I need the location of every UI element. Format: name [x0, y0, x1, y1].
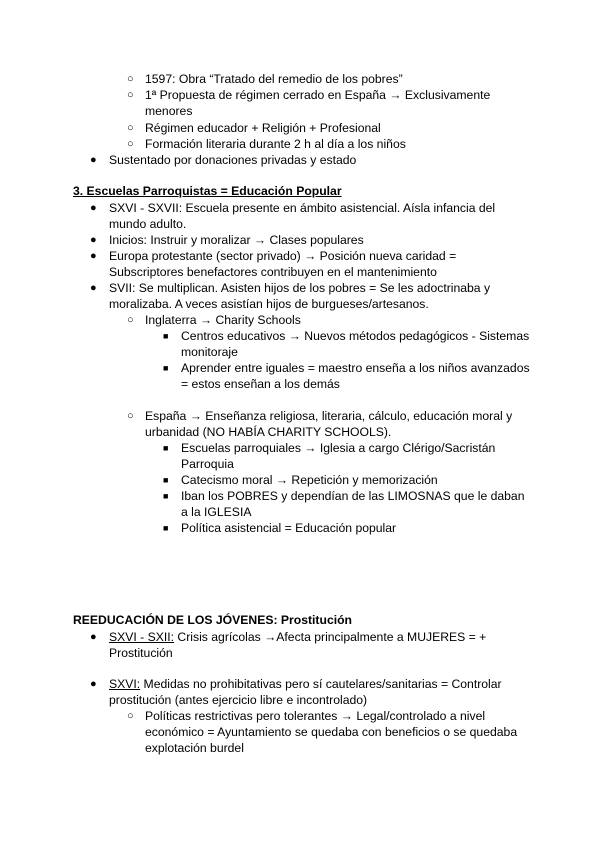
list-item-continuation: monitoraje — [181, 345, 238, 359]
list-item-continuation: urbanidad (NO HABÍA CHARITY SCHOOLS). — [145, 425, 392, 439]
list-item-continuation: Subscriptores benefactores contribuyen en el mantenimiento — [109, 265, 437, 279]
circle-bullet-icon: ○ — [127, 122, 134, 134]
disc-bullet-icon: ● — [90, 234, 97, 246]
list-item-continuation: moralizaba. A veces asistían hijos de burgueses/artesanos. — [109, 297, 429, 311]
list-item — [109, 676, 502, 692]
square-bullet-icon: ■ — [163, 491, 169, 501]
list-item: España → Enseñanza religiosa, literaria, cálculo, educación moral y — [145, 409, 513, 423]
list-item-continuation: prostitución (antes ejercicio libre e incontrolado) — [109, 693, 368, 707]
square-bullet-icon: ■ — [163, 523, 169, 533]
list-item: Sustentado por donaciones privadas y estado — [109, 153, 357, 167]
list-item: SXVI - SXVII: Escuela presente en ámbito asistencial. Aísla infancia del — [109, 201, 496, 215]
list-item-text: Crisis agrícolas →Afecta principalmente a MUJERES = + — [174, 630, 487, 644]
list-item: Inglaterra → Charity Schools — [145, 313, 301, 327]
disc-bullet-icon: ● — [90, 631, 97, 643]
list-item: Iban los POBRES y dependían de las LIMOSNAS que le daban — [181, 489, 525, 503]
square-bullet-icon: ■ — [163, 331, 169, 341]
list-item-continuation: mundo adulto. — [109, 217, 187, 231]
section-heading: 3. Escuelas Parroquistas = Educación Popular — [73, 184, 342, 198]
list-item: Régimen educador + Religión + Profesional — [145, 121, 381, 135]
list-item: 1597: Obra “Tratado del remedio de los pobres” — [145, 72, 403, 86]
list-item: Inicios: Instruir y moralizar → Clases populares — [109, 233, 364, 247]
circle-bullet-icon: ○ — [127, 314, 134, 326]
list-item: Políticas restrictivas pero tolerantes → Legal/controlado a nivel — [145, 709, 486, 723]
disc-bullet-icon: ● — [90, 202, 97, 214]
period-label: SXVI - SXII: — [109, 630, 175, 644]
list-item-continuation: Prostitución — [109, 646, 173, 660]
list-item: Centros educativos → Nuevos métodos pedagógicos - Sistemas — [181, 329, 530, 343]
list-item-continuation: explotación burdel — [145, 741, 244, 755]
list-item-continuation: Parroquia — [181, 457, 234, 471]
list-item-text: Medidas no prohibitativas pero sí cautelares/sanitarias = Controlar — [140, 677, 502, 691]
circle-bullet-icon: ○ — [127, 138, 134, 150]
square-bullet-icon: ■ — [163, 443, 169, 453]
square-bullet-icon: ■ — [163, 363, 169, 373]
list-item: Formación literaria durante 2 h al día a los niños — [145, 137, 406, 151]
circle-bullet-icon: ○ — [127, 89, 134, 101]
disc-bullet-icon: ● — [90, 282, 97, 294]
list-item-continuation: = estos enseñan a los demás — [181, 377, 340, 391]
disc-bullet-icon: ● — [90, 250, 97, 262]
list-item: SVII: Se multiplican. Asisten hijos de los pobres = Se les adoctrinaba y — [109, 281, 491, 295]
square-bullet-icon: ■ — [163, 475, 169, 485]
circle-bullet-icon: ○ — [127, 410, 134, 422]
list-item-continuation: económico = Ayuntamiento se quedaba con beneficios o se quedaba — [145, 725, 518, 739]
list-item-continuation: a la IGLESIA — [181, 505, 252, 519]
disc-bullet-icon: ● — [90, 678, 97, 690]
period-label: SXVI: — [109, 677, 141, 691]
section-heading: REEDUCACIÓN DE LOS JÓVENES: Prostitución — [73, 613, 352, 627]
list-item-continuation: menores — [145, 104, 193, 118]
circle-bullet-icon: ○ — [127, 710, 134, 722]
list-item: Europa protestante (sector privado) → Posición nueva caridad = — [109, 249, 457, 263]
list-item: Escuelas parroquiales → Iglesia a cargo Clérigo/Sacristán — [181, 441, 496, 455]
disc-bullet-icon: ● — [90, 154, 97, 166]
list-item: Catecismo moral → Repetición y memorización — [181, 473, 438, 487]
circle-bullet-icon: ○ — [127, 73, 134, 85]
list-item: 1ª Propuesta de régimen cerrado en España → Exclusivamente — [145, 88, 491, 102]
list-item — [109, 629, 486, 645]
list-item: Política asistencial = Educación popular — [181, 521, 397, 535]
list-item: Aprender entre iguales = maestro enseña a los niños avanzados — [181, 361, 530, 375]
